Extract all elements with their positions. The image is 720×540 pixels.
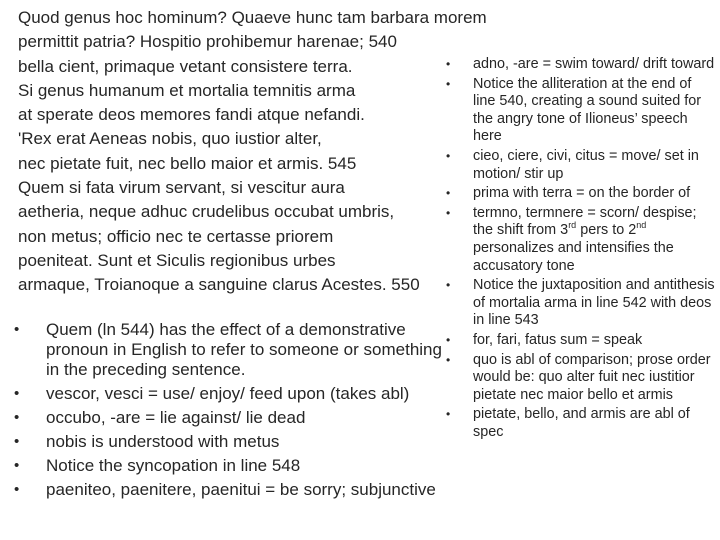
right-note: • cieo, ciere, civi, citus = move/ set in motion/ stir up <box>441 148 717 183</box>
ordinal-suffix: rd <box>568 220 577 231</box>
passage-line: permittit patria? Hospitio prohibemur harenae; 540 <box>18 32 397 52</box>
passage-line: aetheria, neque adhuc crudelibus occubat umbris, <box>18 202 395 222</box>
left-note: • Notice the syncopation in line 548 <box>14 456 454 476</box>
right-note <box>441 205 717 275</box>
passage-line: Quod genus hoc hominum? Quaeve hunc tam barbara morem <box>18 8 487 27</box>
right-note: • for, fari, fatus sum = speak <box>441 332 717 350</box>
passage-line: at sperate deos memores fandi atque nefandi. <box>18 105 365 125</box>
passage-line: Si genus humanum et mortalia temnitis arma <box>18 80 356 100</box>
right-note: • quo is abl of comparison; prose order would be: quo alter fuit nec iustitior pietate nec maior bello et armis <box>441 352 717 405</box>
right-note: • pietate, bello, and armis are abl of spec <box>441 406 717 441</box>
right-notes-list <box>441 56 717 443</box>
left-note: • nobis is understood with metus <box>14 432 454 452</box>
left-note: • vescor, vesci = use/ enjoy/ feed upon (takes abl) <box>14 384 454 404</box>
passage-line: nec pietate fuit, nec bello maior et armis. 545 <box>18 153 357 173</box>
right-note-text: termno, termnere = scorn/ despise; the shift from 3 <box>473 204 697 239</box>
right-note-text: pers to 2 <box>576 222 637 239</box>
right-note: • Notice the juxtaposition and antithesis of mortalia arma in line 542 with deos in line 543 <box>441 277 717 330</box>
latin-passage <box>18 6 487 298</box>
right-note: • adno, -are = swim toward/ drift toward <box>441 56 717 74</box>
left-notes-list <box>14 320 454 504</box>
passage-line: non metus; officio nec te certasse priorem <box>18 226 334 246</box>
left-note: • Quem (ln 544) has the effect of a demonstrative pronoun in English to refer to someone or something in the preceding sentence. <box>14 320 454 380</box>
passage-line: Quem si fata virum servant, si vescitur aura <box>18 178 345 198</box>
right-note: • Notice the alliteration at the end of line 540, creating a sound suited for the angry tone of Ilioneus’ speech here <box>441 76 717 146</box>
right-note: • prima with terra = on the border of <box>441 185 717 203</box>
passage-line: armaque, Troianoque a sanguine clarus Acestes. 550 <box>18 275 420 295</box>
passage-line: poeniteat. Sunt et Siculis regionibus urbes <box>18 250 336 270</box>
passage-line: bella cient, primaque vetant consistere terra. <box>18 56 353 76</box>
left-note: • paeniteo, paenitere, paenitui = be sorry; subjunctive <box>14 480 454 500</box>
right-note-text: personalizes and intensifies the accusatory tone <box>473 239 674 274</box>
left-note: • occubo, -are = lie against/ lie dead <box>14 408 454 428</box>
passage-line: 'Rex erat Aeneas nobis, quo iustior alter, <box>18 129 322 149</box>
ordinal-suffix: nd <box>636 220 647 231</box>
